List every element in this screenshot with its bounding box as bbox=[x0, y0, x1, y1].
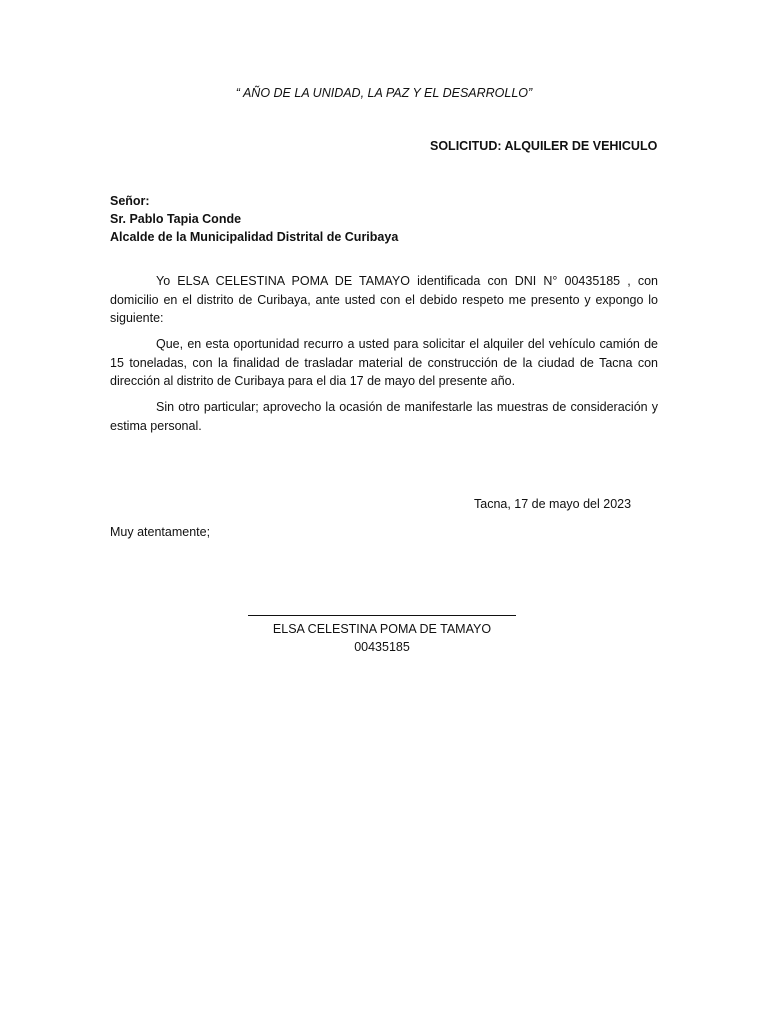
signature-name: ELSA CELESTINA POMA DE TAMAYO bbox=[272, 622, 492, 636]
paragraph-text: Yo ELSA CELESTINA POMA DE TAMAYO identificada con DNI N° 00435185 , con domicilio en el distrito de Curibaya, ante usted con el debido respeto me presento y expongo lo siguiente: bbox=[110, 274, 658, 325]
addressee-name: Sr. Pablo Tapia Conde bbox=[110, 212, 242, 226]
signature-line bbox=[248, 608, 516, 616]
signature-dni: 00435185 bbox=[354, 640, 410, 654]
closing-line: Muy atentamente; bbox=[110, 525, 211, 539]
body-paragraph-1 bbox=[110, 272, 658, 328]
subject-line: SOLICITUD: ALQUILER DE VEHICULO bbox=[430, 139, 658, 153]
body-paragraph-3 bbox=[110, 398, 658, 435]
year-motto: “ AÑO DE LA UNIDAD, LA PAZ Y EL DESARROLLO” bbox=[235, 86, 533, 100]
paragraph-text: Sin otro particular; aprovecho la ocasión de manifestarle las muestras de consideración y estima personal. bbox=[110, 400, 658, 433]
place-date: Tacna, 17 de mayo del 2023 bbox=[474, 497, 632, 511]
addressee-title: Alcalde de la Municipalidad Distrital de Curibaya bbox=[110, 230, 399, 244]
paragraph-text: Que, en esta oportunidad recurro a usted para solicitar el alquiler del vehículo camión de 15 toneladas, con la finalidad de trasladar material de construcción de la ciudad de Tacna con dirección al distrito de Curibaya para el dia 17 de mayo del presente año. bbox=[110, 337, 658, 388]
addressee-block bbox=[110, 192, 398, 246]
body-paragraph-2 bbox=[110, 335, 658, 391]
signature-block bbox=[244, 608, 520, 656]
addressee-salutation: Señor: bbox=[110, 194, 150, 208]
